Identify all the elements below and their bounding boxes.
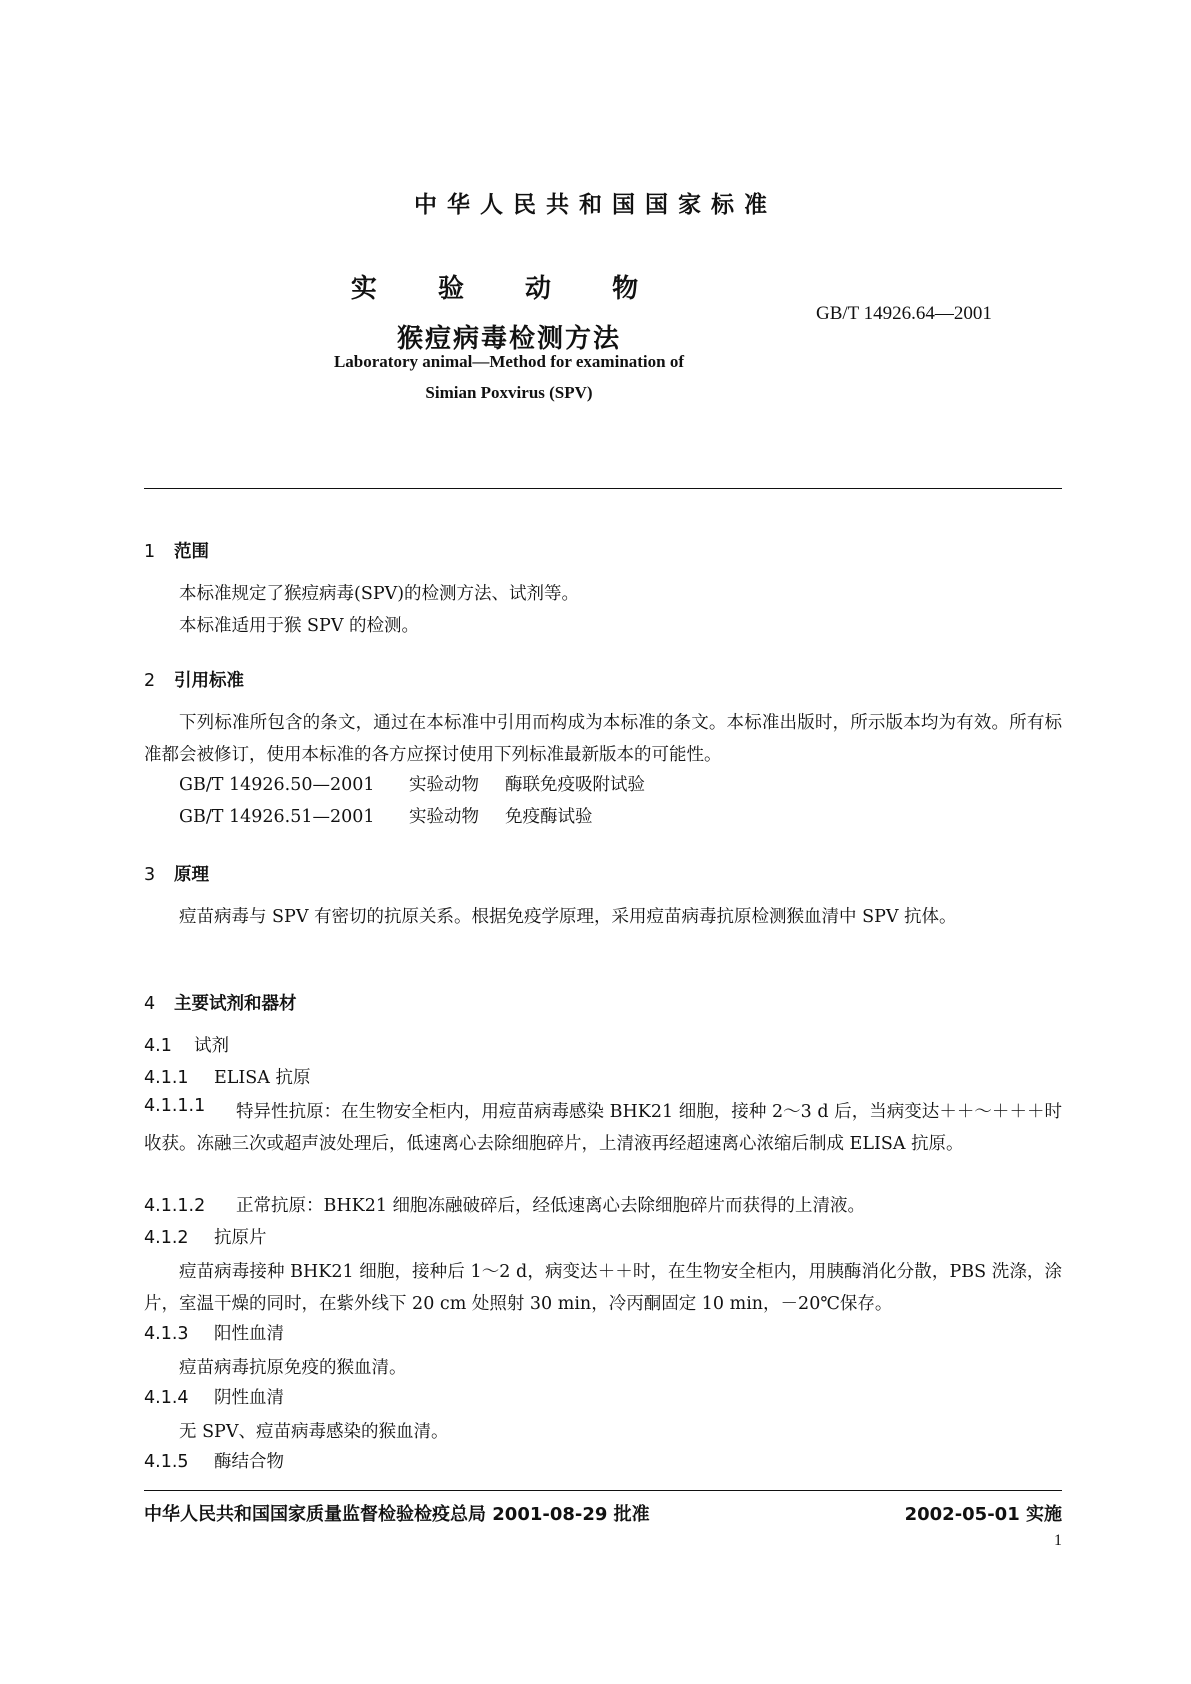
- clause-number: 4.1.2: [144, 1228, 189, 1248]
- footer-divider: [144, 1490, 1062, 1491]
- clause-4-1-3: [144, 1320, 284, 1345]
- approval-statement: 中华人民共和国国家质量监督检验检疫总局 2001-08-29 批准: [144, 1504, 650, 1525]
- clause-title: ELISA 抗原: [214, 1068, 311, 1088]
- section-number: 2: [144, 671, 156, 691]
- page-number: 1: [1054, 1532, 1062, 1549]
- clause-4-1-2: [144, 1224, 267, 1249]
- document-title-line2: 猴痘病毒检测方法: [396, 324, 621, 354]
- clause-4-1-1-1-text: 特异性抗原：在生物安全柜内，用痘苗病毒感染 BHK21 细胞，接种 2～3 d 后，当病变达＋＋～＋＋＋时收获。冻融三次或超声波处理后，低速离心去除细胞碎片，上清液再经超速离心浓缩后制成 ELISA 抗原。: [144, 1102, 1062, 1154]
- clause-number: 4.1.1.2: [144, 1196, 206, 1216]
- section-2-heading: [144, 667, 244, 692]
- section-number: 3: [144, 865, 156, 885]
- section-4-heading: [144, 990, 297, 1015]
- clause-number: 4.1.4: [144, 1388, 189, 1408]
- standard-number: GB/T 14926.64—2001: [816, 303, 992, 324]
- header-divider: [144, 488, 1062, 489]
- reference-code: GB/T 14926.50—2001: [179, 775, 375, 795]
- section-1-para-1: 本标准规定了猴痘病毒(SPV)的检测方法、试剂等。: [179, 584, 580, 604]
- section-title: 主要试剂和器材: [174, 994, 297, 1014]
- clause-number: 4.1.5: [144, 1452, 189, 1472]
- reference-item: [179, 771, 645, 796]
- reference-code: GB/T 14926.51—2001: [179, 807, 375, 827]
- clause-4-1-5: [144, 1448, 284, 1473]
- clause-number: 4.1: [144, 1036, 172, 1056]
- clause-text: 正常抗原：BHK21 细胞冻融破碎后，经低速离心去除细胞碎片而获得的上清液。: [236, 1196, 866, 1216]
- section-number: 1: [144, 542, 156, 562]
- clause-4-1-4-text: 无 SPV、痘苗病毒感染的猴血清。: [179, 1422, 449, 1442]
- english-title-line1: Laboratory animal—Method for examination of: [333, 352, 685, 371]
- implementation-date: 2002-05-01 实施: [904, 1504, 1062, 1525]
- section-3-para-1: 痘苗病毒与 SPV 有密切的抗原关系。根据免疫学原理，采用痘苗病毒抗原检测猴血清中 SPV 抗体。: [179, 907, 957, 927]
- clause-title: 阳性血清: [214, 1324, 284, 1344]
- clause-number: 4.1.1.1: [144, 1096, 206, 1116]
- reference-part2: 免疫酶试验: [505, 807, 593, 827]
- clause-title: 酶结合物: [214, 1452, 284, 1472]
- section-2-para-1: 下列标准所包含的条文，通过在本标准中引用而构成为本标准的条文。本标准出版时，所示版本均为有效。所有标准都会被修订，使用本标准的各方应探讨使用下列标准最新版本的可能性。: [144, 713, 1062, 765]
- reference-part1: 实验动物: [409, 775, 479, 795]
- section-title: 引用标准: [174, 671, 244, 691]
- clause-title: 抗原片: [214, 1228, 267, 1248]
- clause-4-1-4: [144, 1384, 284, 1409]
- national-standard-heading: 中华人民共和国国家标准: [414, 192, 777, 218]
- section-1-heading: [144, 538, 209, 563]
- section-title: 范围: [174, 542, 209, 562]
- english-title-line2: Simian Poxvirus (SPV): [425, 383, 593, 402]
- reference-part1: 实验动物: [409, 807, 479, 827]
- section-1-para-2: 本标准适用于猴 SPV 的检测。: [179, 616, 420, 636]
- clause-number: 4.1.1: [144, 1068, 189, 1088]
- section-title: 原理: [174, 865, 209, 885]
- reference-part2: 酶联免疫吸附试验: [505, 775, 645, 795]
- clause-title: 试剂: [194, 1036, 229, 1056]
- reference-item: [179, 803, 593, 828]
- document-title-line1: 实 验 动 物: [350, 274, 665, 304]
- section-number: 4: [144, 994, 156, 1014]
- clause-title: 阴性血清: [214, 1388, 284, 1408]
- clause-4-1-2-text: 痘苗病毒接种 BHK21 细胞，接种后 1～2 d，病变达＋＋时，在生物安全柜内，用胰酶消化分散，PBS 洗涤，涂片，室温干燥的同时，在紫外线下 20 cm 处照射 30 min，冷丙酮固定 10 min，－20℃保存。: [144, 1262, 1062, 1314]
- clause-number: 4.1.3: [144, 1324, 189, 1344]
- clause-4-1-1-2: [144, 1192, 865, 1217]
- section-3-heading: [144, 861, 209, 886]
- clause-4-1-1: [144, 1064, 311, 1089]
- clause-4-1: [144, 1032, 229, 1057]
- clause-4-1-3-text: 痘苗病毒抗原免疫的猴血清。: [179, 1358, 407, 1378]
